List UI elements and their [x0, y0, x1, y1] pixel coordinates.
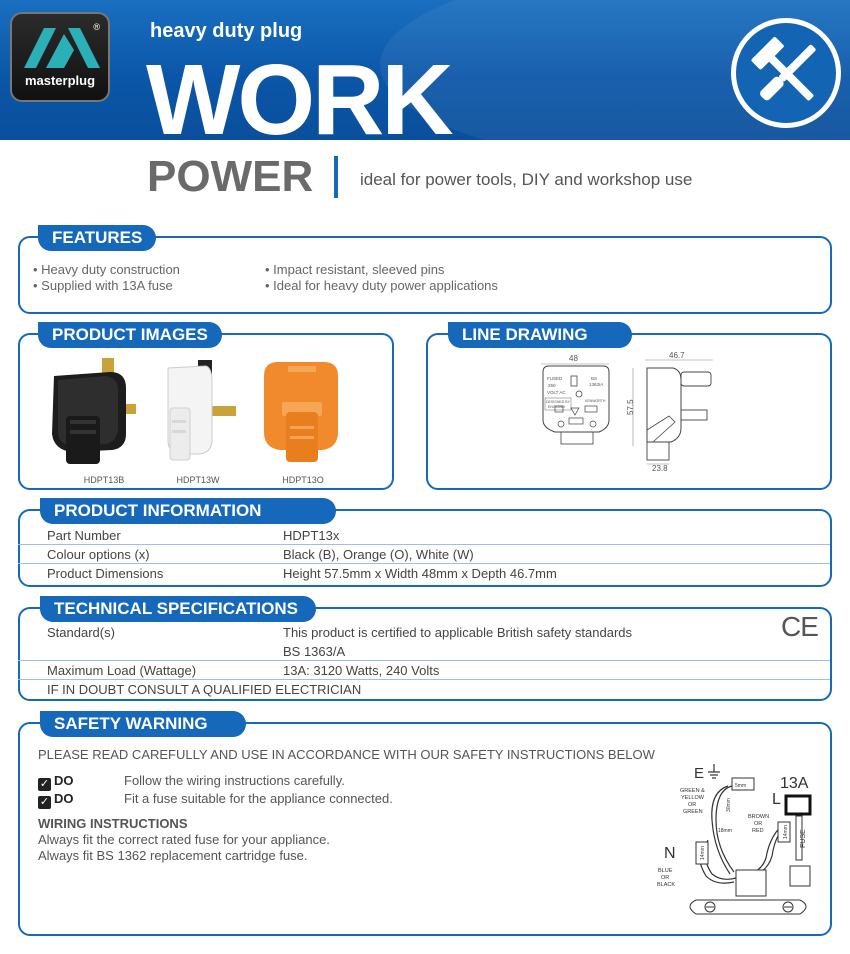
power-tagline: ideal for power tools, DIY and workshop use	[360, 170, 693, 189]
svg-text:BLACK: BLACK	[657, 882, 676, 888]
tech-spec-row: BS 1363/A	[18, 642, 830, 661]
power-title: POWER	[147, 152, 314, 201]
product-label: HDPT13W	[176, 475, 220, 485]
svg-text:FUSE: FUSE	[800, 829, 807, 848]
header-banner	[0, 0, 850, 140]
plug-image-white	[160, 356, 250, 466]
svg-text:BROWN: BROWN	[748, 814, 770, 820]
svg-text:OR: OR	[661, 875, 670, 881]
svg-text:OR: OR	[754, 821, 763, 827]
registered-mark: ®	[93, 22, 100, 32]
svg-text:14mm: 14mm	[783, 825, 789, 839]
svg-text:L: L	[772, 791, 781, 808]
svg-text:GREEN: GREEN	[683, 809, 703, 815]
plug-image-black	[48, 356, 138, 466]
tools-badge	[731, 18, 841, 128]
dim-depth: 46.7	[669, 351, 685, 360]
safety-heading: SAFETY WARNING	[40, 711, 246, 737]
tech-spec-row: Maximum Load (Wattage) 13A: 3120 Watts, 240 Volts	[18, 661, 830, 680]
feature-item: • Heavy duty construction	[33, 262, 180, 277]
svg-text:13A: 13A	[780, 775, 809, 792]
svg-text:18mm: 18mm	[718, 828, 732, 834]
product-label: HDPT13O	[282, 475, 324, 485]
dim-height: 57.5	[626, 399, 635, 415]
svg-text:FUSED: FUSED	[547, 376, 563, 381]
features-heading: FEATURES	[38, 225, 156, 251]
svg-text:E: E	[694, 765, 705, 782]
plug-image-orange	[258, 356, 348, 466]
header-subtitle: heavy duty plug	[150, 20, 303, 42]
safety-do-row: ✓ DO Follow the wiring instructions carefully.	[39, 773, 345, 790]
brand-logo	[10, 12, 110, 102]
svg-text:RED: RED	[752, 828, 764, 834]
earth-symbol-icon	[708, 764, 720, 778]
wiring-title: WIRING INSTRUCTIONS	[38, 816, 188, 831]
feature-item: • Supplied with 13A fuse	[33, 278, 173, 293]
svg-text:14mm: 14mm	[700, 846, 706, 860]
svg-text:30mm: 30mm	[726, 798, 732, 812]
svg-text:250: 250	[548, 383, 556, 388]
svg-text:YELLOW: YELLOW	[681, 795, 704, 801]
product-info-row: Colour options (x) Black (B), Orange (O), White (W)	[18, 545, 830, 564]
hammer-screwdriver-icon	[746, 33, 826, 113]
svg-text:OR: OR	[688, 802, 697, 808]
product-images-heading: PRODUCT IMAGES	[38, 322, 222, 348]
header-title: WORK	[146, 44, 451, 140]
svg-text:DESIGNED BY: DESIGNED BY	[546, 400, 570, 404]
wiring-line: Always fit the correct rated fuse for your appliance.	[38, 832, 330, 847]
wiring-line: Always fit BS 1362 replacement cartridge fuse.	[38, 848, 308, 863]
product-info-row: Product Dimensions Height 57.5mm x Width 48mm x Depth 46.7mm	[47, 566, 557, 581]
features-right-list	[265, 262, 498, 294]
svg-text:BS: BS	[591, 376, 598, 381]
check-icon: ✓	[39, 796, 50, 808]
tech-specs-heading: TECHNICAL SPECIFICATIONS	[40, 596, 316, 622]
svg-text:N: N	[664, 845, 676, 862]
features-left-list	[33, 262, 180, 294]
check-icon: ✓	[39, 778, 50, 790]
svg-text:BLUE: BLUE	[658, 868, 673, 874]
dim-pin: 23.8	[652, 464, 668, 473]
svg-text:KENWORTH: KENWORTH	[585, 399, 606, 403]
svg-text:1363/A: 1363/A	[589, 382, 604, 387]
masterplug-logo-icon	[24, 28, 100, 68]
dim-width: 48	[569, 354, 578, 363]
wiring-diagram	[650, 760, 825, 930]
product-info-row: Part Number HDPT13x	[18, 526, 830, 545]
line-drawing-figure	[535, 350, 725, 475]
feature-item: • Ideal for heavy duty power applications	[265, 278, 498, 293]
product-label: HDPT13B	[83, 475, 125, 485]
power-divider	[334, 156, 338, 198]
brand-name: masterplug	[24, 73, 96, 88]
svg-text:ENGLAND: ENGLAND	[548, 405, 565, 409]
product-info-heading: PRODUCT INFORMATION	[40, 498, 336, 524]
tech-spec-row: IF IN DOUBT CONSULT A QUALIFIED ELECTRICIAN	[47, 682, 362, 697]
tech-spec-row: Standard(s) This product is certified to applicable British safety standards	[47, 625, 633, 640]
svg-text:VOLT AC: VOLT AC	[547, 390, 566, 395]
safety-intro: PLEASE READ CAREFULLY AND USE IN ACCORDANCE WITH OUR SAFETY INSTRUCTIONS BELOW	[38, 747, 655, 762]
feature-item: • Impact resistant, sleeved pins	[265, 262, 445, 277]
svg-text:GREEN &: GREEN &	[680, 788, 705, 794]
ce-mark: CE	[781, 611, 818, 642]
safety-do-row: ✓ DO Fit a fuse suitable for the appliance connected.	[39, 791, 393, 808]
line-drawing-heading: LINE DRAWING	[448, 322, 632, 348]
svg-text:5mm: 5mm	[735, 783, 747, 789]
